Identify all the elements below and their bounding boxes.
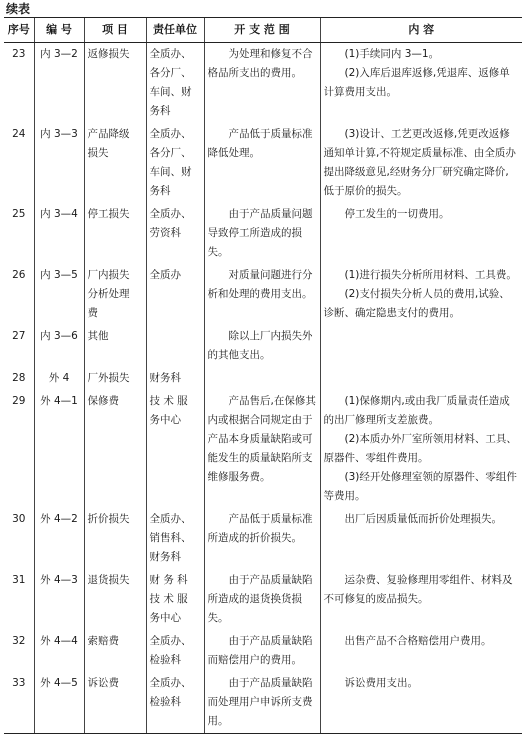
cell-code: 内 3—5 xyxy=(34,264,84,325)
cell-seq: 24 xyxy=(12,128,26,140)
cell-scope: 产品售后,在保修其内或根据合同规定由于产品本身质量缺陷或可能发生的质量缺陷所支维修服务费。 xyxy=(204,390,320,508)
cell-seq: 30 xyxy=(12,513,26,525)
cell-unit: 全质办、 检验科 xyxy=(146,630,204,672)
quality-cost-table xyxy=(4,17,522,734)
cell-code: 外 4—4 xyxy=(34,630,84,672)
cell-item: 索赔费 xyxy=(84,630,146,672)
cell-item: 返修损失 xyxy=(84,43,146,124)
cell-code: 外 4—2 xyxy=(34,508,84,569)
continued-label: 续表 xyxy=(6,2,31,16)
cell-code: 外 4—5 xyxy=(34,672,84,734)
cell-scope: 产品低于质量标准降低处理。 xyxy=(204,123,320,203)
table-row xyxy=(4,630,522,672)
content-line: (2)本质办外厂室所领用材料、工具、原器件、零组件费用。 xyxy=(323,433,517,464)
cell-item: 产品降级 损失 xyxy=(84,123,146,203)
cell-code: 内 3—6 xyxy=(34,325,84,367)
content-line: (3)经开处修理室领的原器件、零组件等费用。 xyxy=(323,471,517,502)
content-line: 运杂费、复验修理用零组件、材料及不可修复的废品损失。 xyxy=(323,574,513,605)
cell-item: 诉讼费 xyxy=(84,672,146,734)
cell-scope: 对质量问题进行分析和处理的费用支出。 xyxy=(204,264,320,325)
cell-unit: 全质办、 各分厂、 车间、财 务科 xyxy=(146,123,204,203)
cell-seq: 25 xyxy=(12,208,26,220)
cell-content xyxy=(320,203,522,264)
header-content: 内 容 xyxy=(320,18,522,43)
header-seq: 序号 xyxy=(4,18,34,43)
content-line: (1)保修期内,或由我厂质量责任造成的出厂修理所支差旅费。 xyxy=(323,395,510,426)
cell-scope xyxy=(204,367,320,390)
content-line: 停工发生的一切费用。 xyxy=(344,208,450,220)
content-line: (1)手续同内 3—1。 xyxy=(344,48,440,60)
cell-unit xyxy=(146,325,204,367)
cell-code: 外 4 xyxy=(34,367,84,390)
content-line: 出厂后因质量低而折价处理损失。 xyxy=(344,513,502,525)
cell-item: 保修费 xyxy=(84,390,146,508)
cell-content xyxy=(320,264,522,325)
table-row xyxy=(4,43,522,124)
table-row xyxy=(4,508,522,569)
content-line: (2)支付损失分析人员的费用,试验、诊断、确定隐患支付的费用。 xyxy=(323,288,510,319)
cell-seq: 23 xyxy=(12,48,26,60)
header-item: 项 目 xyxy=(84,18,146,43)
content-line: 诉讼费用支出。 xyxy=(344,677,418,689)
cell-seq: 32 xyxy=(12,635,26,647)
table-row xyxy=(4,672,522,734)
cell-scope: 产品低于质量标准所造成的折价损失。 xyxy=(204,508,320,569)
cell-content xyxy=(320,569,522,630)
cell-content xyxy=(320,43,522,124)
content-line: (1)进行损失分析所用材料、工具费。 xyxy=(344,269,517,281)
header-scope: 开 支 范 围 xyxy=(204,18,320,43)
cell-unit: 全质办、 销售科、 财务科 xyxy=(146,508,204,569)
table-row xyxy=(4,264,522,325)
cell-seq: 27 xyxy=(12,330,26,342)
header-row xyxy=(4,18,522,43)
cell-unit: 全质办 xyxy=(146,264,204,325)
cell-code: 内 3—3 xyxy=(34,123,84,203)
cell-content xyxy=(320,325,522,367)
table-row xyxy=(4,569,522,630)
cell-code: 外 4—1 xyxy=(34,390,84,508)
cell-item: 退货损失 xyxy=(84,569,146,630)
cell-scope: 除以上厂内损失外的其他支出。 xyxy=(204,325,320,367)
cell-scope: 由于产品质量缺陷而处理用户申诉所支费用。 xyxy=(204,672,320,734)
cell-seq: 33 xyxy=(4,672,34,734)
cell-unit: 全质办、 检验科 xyxy=(146,672,204,734)
table-row xyxy=(4,123,522,203)
cell-item: 其他 xyxy=(84,325,146,367)
cell-unit: 财 务 科 技 术 服 务中心 xyxy=(146,569,204,630)
cell-item: 停工损失 xyxy=(84,203,146,264)
table-row xyxy=(4,325,522,367)
cell-scope: 由于产品质量缺陷而赔偿用户的费用。 xyxy=(204,630,320,672)
cell-seq: 28 xyxy=(12,372,26,384)
cell-unit: 财务科 xyxy=(146,367,204,390)
cell-code: 外 4—3 xyxy=(34,569,84,630)
cell-content xyxy=(320,390,522,508)
cell-unit: 全质办、 劳资科 xyxy=(146,203,204,264)
cell-content xyxy=(320,630,522,672)
header-unit: 责任单位 xyxy=(146,18,204,43)
cell-item: 折价损失 xyxy=(84,508,146,569)
cell-content xyxy=(320,367,522,390)
cell-item: 厂外损失 xyxy=(84,367,146,390)
header-code: 编 号 xyxy=(34,18,84,43)
cell-content xyxy=(320,672,522,734)
cell-scope: 由于产品质量缺陷所造成的退货换货损失。 xyxy=(204,569,320,630)
cell-scope: 由于产品质量问题导致停工所造成的损失。 xyxy=(204,203,320,264)
cell-scope: 为处理和修复不合格品所支出的费用。 xyxy=(204,43,320,124)
cell-seq: 26 xyxy=(12,269,26,281)
table-row xyxy=(4,367,522,390)
cell-item: 厂内损失 分析处理 费 xyxy=(84,264,146,325)
cell-unit: 全质办、 各分厂、 车间、财 务科 xyxy=(146,43,204,124)
cell-seq: 31 xyxy=(12,574,26,586)
cell-content xyxy=(320,508,522,569)
cell-content xyxy=(320,123,522,203)
table-row xyxy=(4,390,522,508)
content-line: 出售产品不合格赔偿用户费用。 xyxy=(344,635,492,647)
cell-unit: 技 术 服 务中心 xyxy=(146,390,204,508)
cell-code: 内 3—2 xyxy=(34,43,84,124)
content-line: (2)入库后退库返修,凭退库、返修单计算费用支出。 xyxy=(323,67,510,98)
cell-code: 内 3—4 xyxy=(34,203,84,264)
cell-seq: 29 xyxy=(12,395,26,407)
content-line: (3)设计、工艺更改返修,凭更改返修通知单计算,不符规定质量标准、由全质办提出降级意见,经财务分厂研究确定降价,低于原价的损失。 xyxy=(323,128,516,197)
table-row xyxy=(4,203,522,264)
